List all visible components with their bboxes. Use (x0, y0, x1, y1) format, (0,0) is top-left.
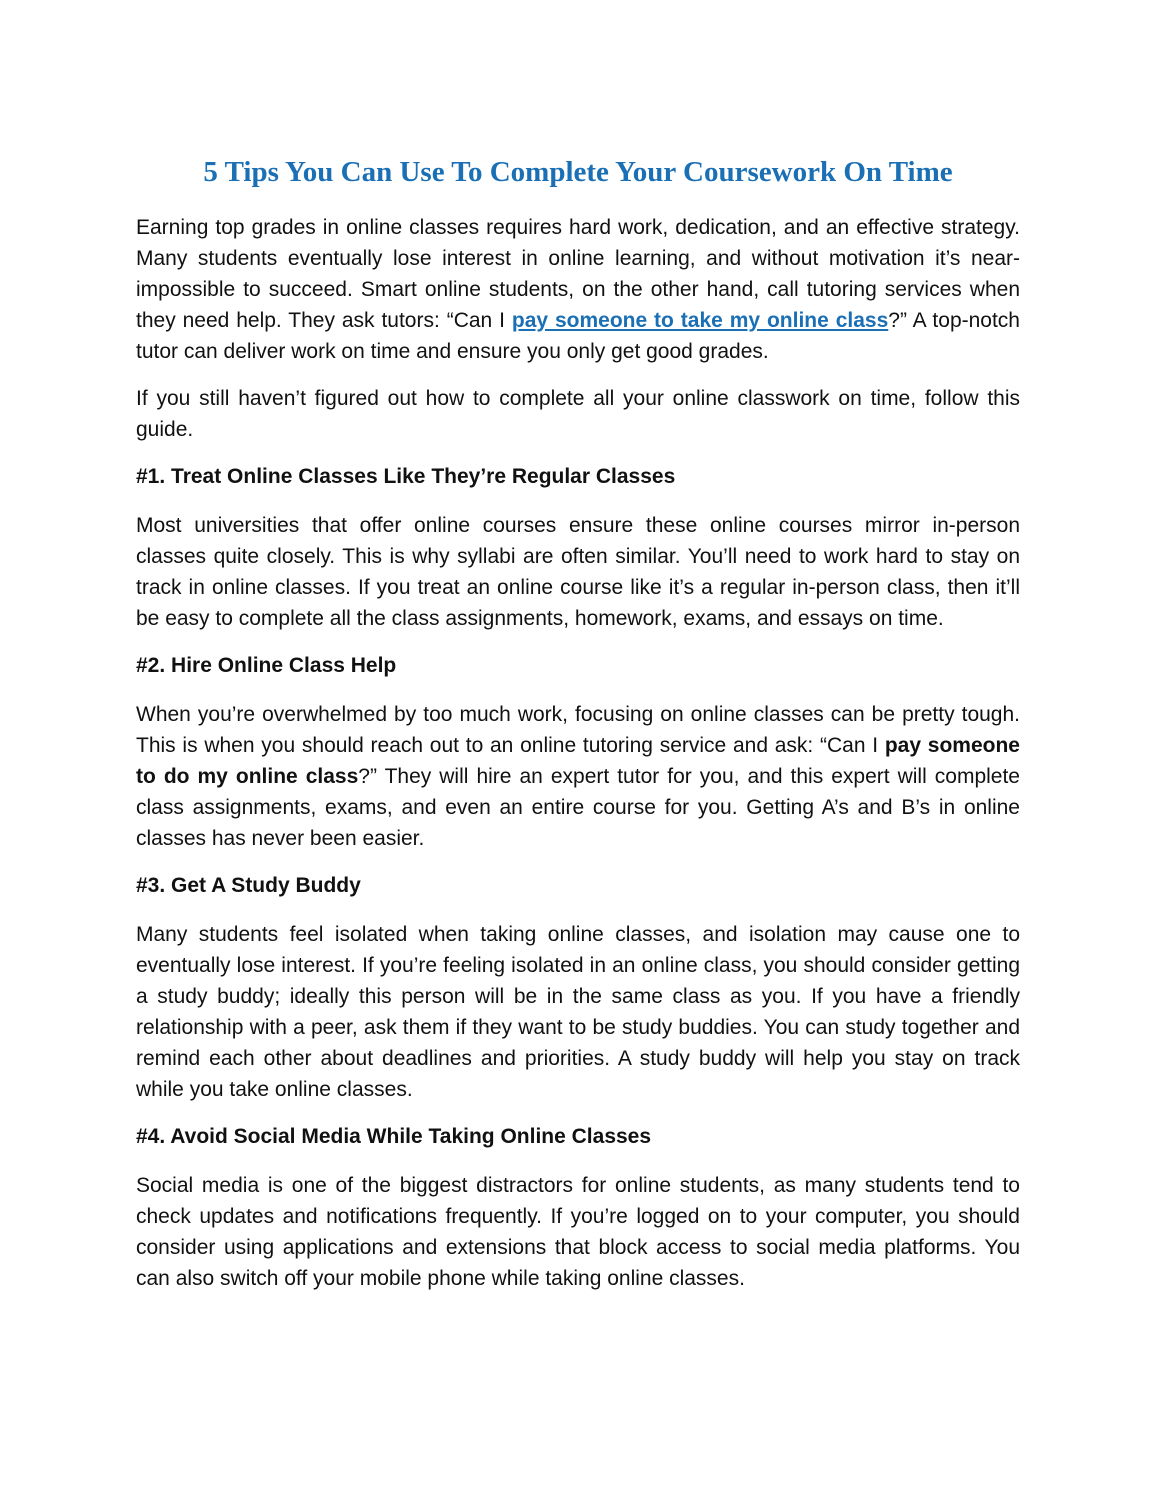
section-2-text-part2: ?” They will hire an expert tutor for you, and this expert will complete class assignments, exams, and even an entire course for you. Getting A’s and B’s in online classes has never been easier. (136, 765, 1020, 850)
intro-paragraph (136, 212, 1020, 367)
section-3-body: Many students feel isolated when taking online classes, and isolation may cause one to eventually lose interest. If you’re feeling isolated in an online class, you should consider getting a study buddy; ideally this person will be in the same class as you. If you have a friendly relationship with a peer, ask them if they want to be study buddies. You can study together and remind each other about deadlines and priorities. A study buddy will help you stay on track while you take online classes. (136, 923, 1020, 1101)
section-1-body: Most universities that offer online courses ensure these online courses mirror in-person classes quite closely. This is why syllabi are often similar. You’ll need to work hard to stay on track in online classes. If you treat an online course like it’s a regular in-person class, then it’ll be easy to complete all the class assignments, homework, exams, and essays on time. (136, 514, 1020, 630)
guide-paragraph: If you still haven’t figured out how to complete all your online classwork on time, follow this guide. (136, 387, 1020, 441)
section-4-body: Social media is one of the biggest distractors for online students, as many students tend to check updates and notifications frequently. If you’re logged on to your computer, you should consider using applications and extensions that block access to social media platforms. You can also switch off your mobile phone while taking online classes. (136, 1174, 1020, 1290)
section-3-heading: #3. Get A Study Buddy (136, 874, 361, 897)
section-1-heading: #1. Treat Online Classes Like They’re Regular Classes (136, 465, 676, 488)
section-2-text-part1: When you’re overwhelmed by too much work, focusing on online classes can be pretty tough. This is when you should reach out to an online tutoring service and ask: “Can I (136, 703, 1020, 757)
section-2-body (136, 699, 1020, 854)
document-title: 5 Tips You Can Use To Complete Your Coursework On Time (203, 156, 953, 188)
intro-text-part1: Earning top grades in online classes requires hard work, dedication, and an effective strategy. Many students eventually lose interest in online learning, and without motivation it’s near-impossible to succeed. Smart online students, on the other hand, call tutoring services when they need help. They ask tutors: “Can I (136, 216, 1020, 332)
section-2-bold-phrase: pay someone to do my online class (136, 734, 1020, 788)
pay-someone-online-class-link[interactable]: pay someone to take my online class (511, 309, 889, 332)
section-4-heading: #4. Avoid Social Media While Taking Online Classes (136, 1125, 652, 1148)
section-2-heading: #2. Hire Online Class Help (136, 654, 397, 677)
document-page (136, 152, 1020, 1310)
intro-text-part2: ?” A top-notch tutor can deliver work on time and ensure you only get good grades. (136, 309, 1020, 363)
